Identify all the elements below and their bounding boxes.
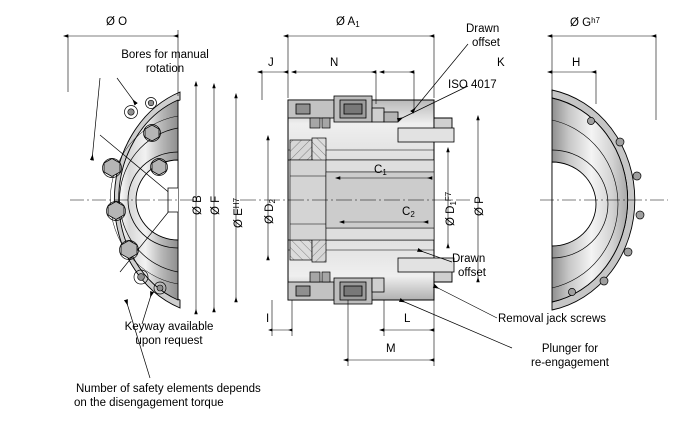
dim-H: H xyxy=(572,57,581,69)
dim-C1: $C_1$ xyxy=(374,164,387,177)
dim-phi-F: Ø F xyxy=(210,195,222,215)
dim-phi-D1: Ø $D_1^{F7}$ xyxy=(444,191,458,226)
dim-phi-P: Ø P xyxy=(474,196,486,216)
callout-removal-jack-screws: Removal jack screws xyxy=(498,313,606,325)
callout-drawn-offset-bottom: Drawn offset xyxy=(452,253,486,280)
left-flange-view xyxy=(70,92,195,308)
dim-J: J xyxy=(268,57,274,69)
dim-phi-O: Ø O xyxy=(106,16,128,28)
dim-M: M xyxy=(386,343,396,355)
callout-plunger-for-re-engagement: Plunger for re-engagement xyxy=(531,343,609,370)
dim-I: I xyxy=(266,313,270,325)
dim-L: L xyxy=(404,313,411,325)
callout-iso-4017: ISO 4017 xyxy=(448,79,497,91)
dim-phi-A1: Ø $A_1$ xyxy=(336,16,360,29)
dim-phi-G: Ø $G^{h7}$ xyxy=(570,16,600,29)
dim-C2: $C_2$ xyxy=(402,206,415,219)
dim-N: N xyxy=(330,57,339,69)
callout-bores-for-manual-rotation: Bores for manual rotation xyxy=(121,49,209,76)
callout-keyway-available: Keyway available upon request xyxy=(124,321,214,348)
dim-K: K xyxy=(497,57,505,69)
dim-phi-D2: Ø $D_2$ xyxy=(264,199,277,224)
callout-drawn-offset-top: Drawn offset xyxy=(466,23,500,50)
right-flange-view xyxy=(540,90,668,310)
callout-number-of-safety-elements: Number of safety elements depends on the disengagement torque xyxy=(74,383,261,410)
dim-phi-E: Ø $E^{H7}$ xyxy=(232,197,245,228)
dim-phi-B: Ø B xyxy=(192,195,204,215)
